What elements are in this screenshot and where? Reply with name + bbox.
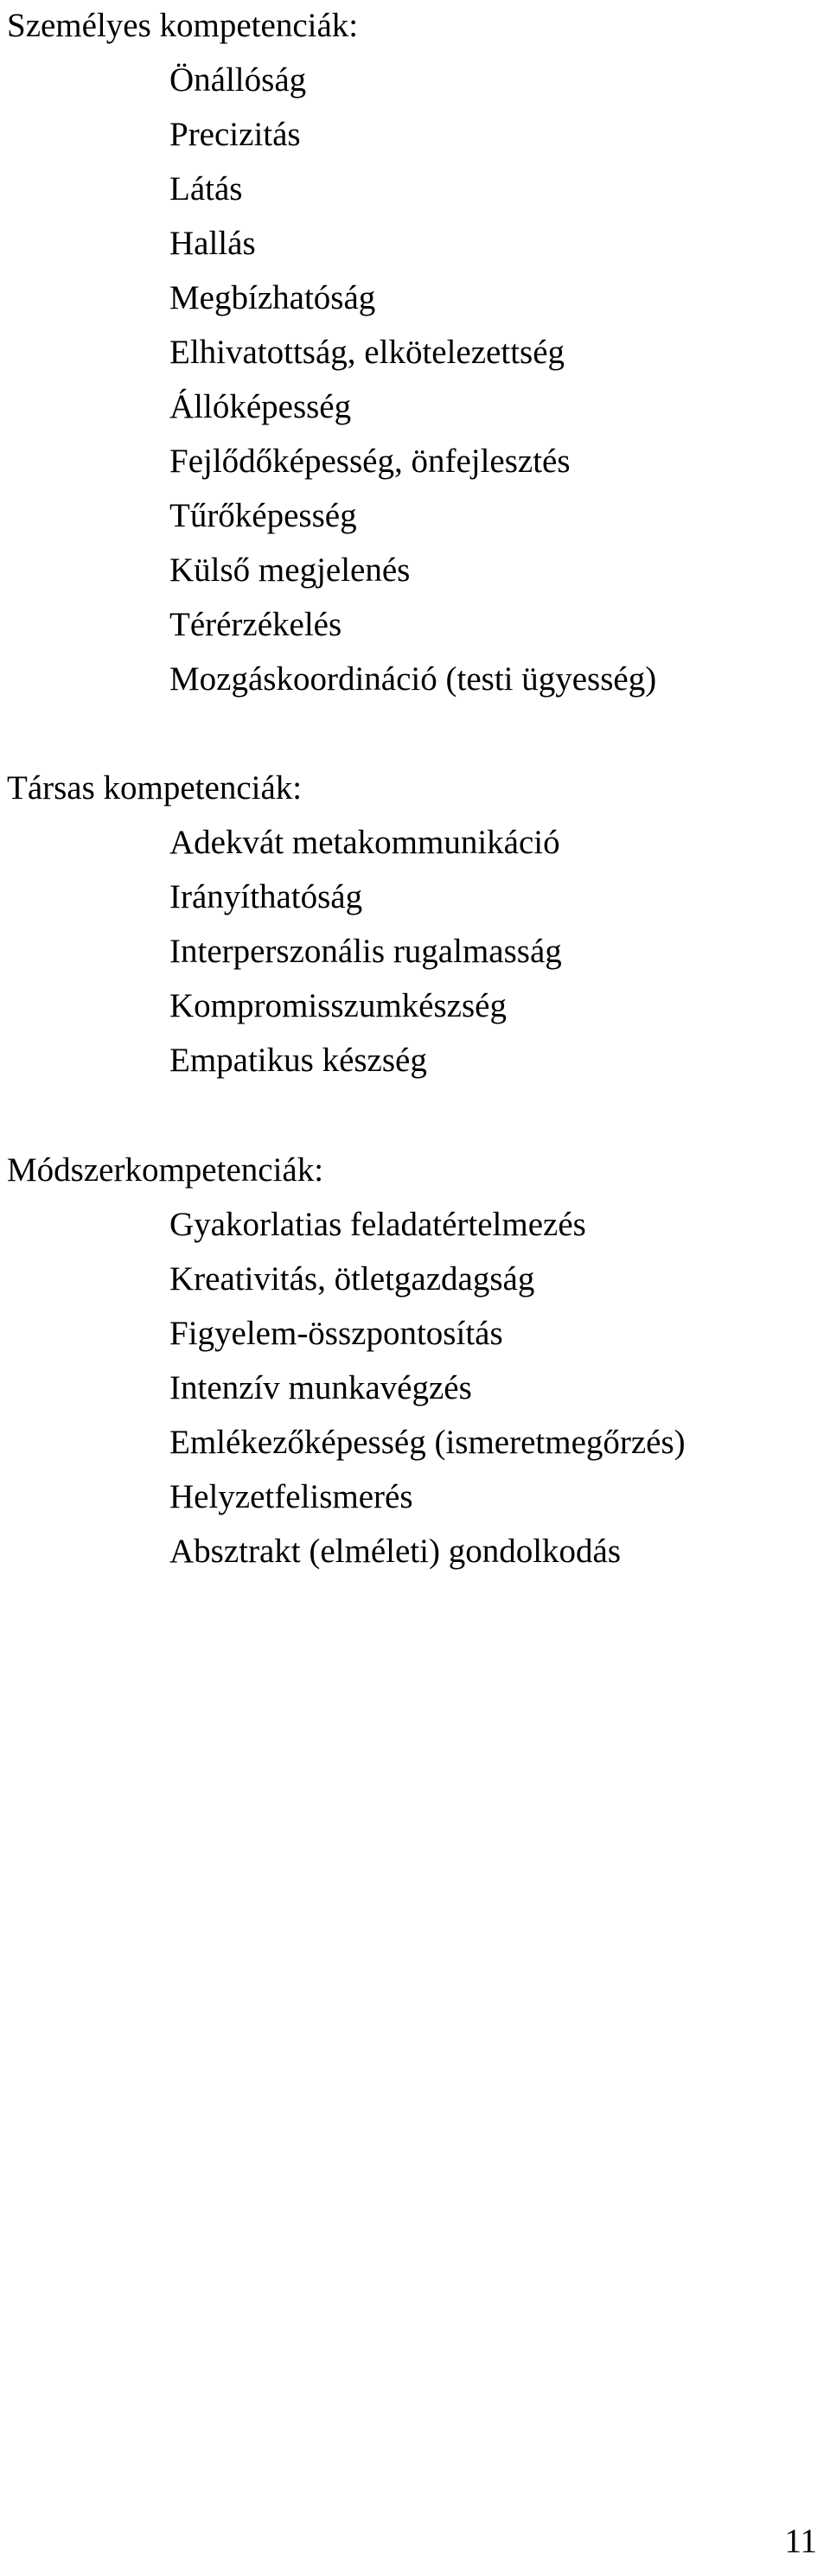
list-item: Megbízhatóság: [169, 279, 376, 316]
list-item: Adekvát metakommunikáció: [169, 824, 560, 861]
list-item: Állóképesség: [169, 388, 352, 425]
list-item: Figyelem-összpontosítás: [169, 1315, 503, 1352]
list-item: Intenzív munkavégzés: [169, 1369, 472, 1406]
list-item: Absztrakt (elméleti) gondolkodás: [169, 1533, 622, 1570]
competency-list: [7, 1197, 820, 1578]
list-item: Fejlődőképesség, önfejlesztés: [169, 443, 571, 480]
list-item: Helyzetfelismerés: [169, 1478, 413, 1515]
list-item: Elhivatottság, elkötelezettség: [169, 334, 565, 371]
section-heading: Módszerkompetenciák:: [7, 1151, 324, 1189]
list-item: Önállóság: [169, 61, 307, 99]
list-item: Kreativitás, ötletgazdagság: [169, 1260, 535, 1298]
section-heading: Személyes kompetenciák:: [7, 7, 359, 44]
page-number: 11: [784, 2522, 817, 2560]
list-item: Irányíthatóság: [169, 878, 363, 915]
list-item: Mozgáskoordináció (testi ügyesség): [169, 660, 657, 698]
list-item: Interperszonális rugalmasság: [169, 933, 562, 970]
list-item: Külső megjelenés: [169, 552, 411, 589]
list-item: Empatikus készség: [169, 1042, 427, 1079]
social-competencies-section: [7, 761, 820, 1087]
competency-list: [7, 815, 820, 1087]
list-item: Térérzékelés: [169, 606, 342, 643]
list-item: Kompromisszumkészség: [169, 987, 507, 1024]
list-item: Látás: [169, 170, 243, 207]
competency-list: [7, 53, 820, 706]
list-item: Hallás: [169, 225, 256, 262]
section-heading: Társas kompetenciák:: [7, 769, 303, 807]
method-competencies-section: [7, 1143, 820, 1578]
list-item: Gyakorlatias feladatértelmezés: [169, 1206, 586, 1243]
list-item: Precizitás: [169, 116, 301, 153]
personal-competencies-section: [7, 0, 820, 706]
list-item: Tűrőképesség: [169, 497, 357, 534]
list-item: Emlékezőképesség (ismeretmegőrzés): [169, 1424, 686, 1461]
